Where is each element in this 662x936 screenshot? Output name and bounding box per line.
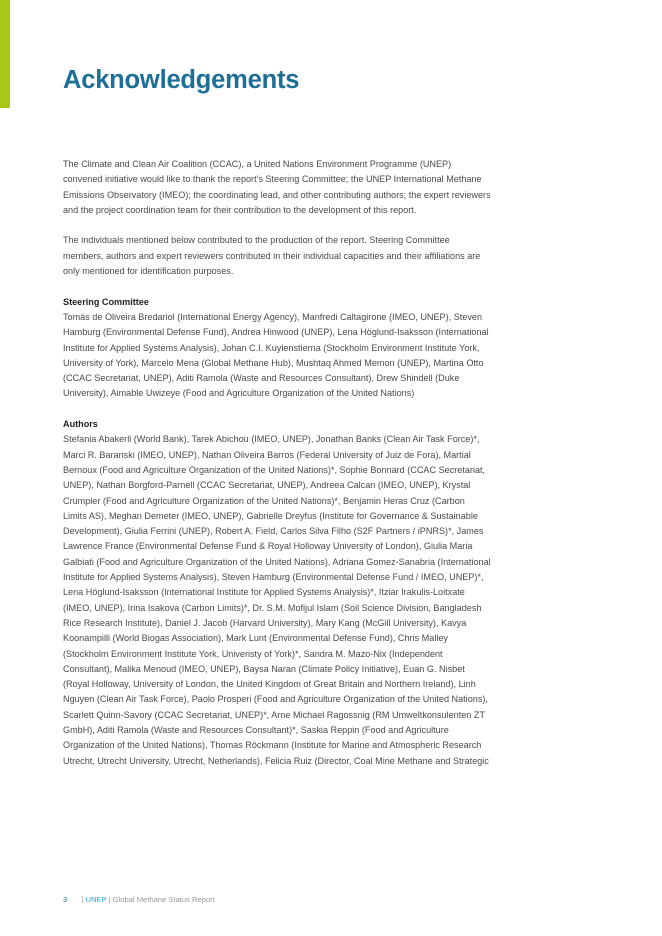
footer-org: UNEP xyxy=(85,895,107,904)
steering-committee-list: Tomás de Oliveira Bredariol (International Energy Agency), Manfredi Caltagirone (IMEO, UNEP), Steven Hamburg (Environmental Defense Fund), Andrea Hinwood (UNEP), Lena Höglund-Isaksson (International Institute for Applied Systems Analysis), Johan C.I. Kuylenstierna (Stockholm Environment Institute York, University of York), Marcelo Mena (Global Methane Hub), Mushtaq Ahmed Memon (UNEP), Martina Otto (CCAC Secretariat, UNEP), Aditi Ramola (Waste and Resources Consultant), Drew Shindell (Duke University), Aimable Uwizeye (Food and Agriculture Organization of the United Nations) xyxy=(63,311,489,399)
steering-committee-heading: Steering Committee xyxy=(63,296,149,307)
page-title: Acknowledgements xyxy=(63,66,300,94)
footer-separator: | xyxy=(81,895,84,904)
intro-paragraph-1: The Climate and Clean Air Coalition (CCAC), a United Nations Environment Programme (UNEP) convened initiative would like to thank the report's Steering Committee; the UNEP International Methane Emissions Observatory (IMEO); the coordinating lead, and other contributing authors; the expert reviewers and the project coordination team for their contribution to the development of this report. xyxy=(63,159,491,215)
footer-report-title: Global Methane Status Report xyxy=(112,895,215,904)
authors-heading: Authors xyxy=(63,419,98,430)
accent-bar xyxy=(0,0,10,108)
intro-paragraph-2: The individuals mentioned below contributed to the production of the report. Steering Committee members, authors and expert reviewers contributed in their individual capacities and their affiliations are only mentioned for identification purposes. xyxy=(63,235,481,277)
page-number: 3 xyxy=(63,895,68,904)
body-content xyxy=(63,157,491,784)
page-footer xyxy=(63,895,215,904)
footer-separator: | xyxy=(108,895,111,904)
authors-list: Stefania Abakerli (World Bank), Tarek Abichou (IMEO, UNEP), Jonathan Banks (Clean Air Task Force)*, Marci R. Baranski (IMEO, UNEP), Nathan Oliveira Barros (Federal University of Juiz de Fora), Martial Bernoux (Food and Agriculture Organization of the United Nations)*, Sophie Bonnard (CCAC Secretariat, UNEP), Nathan Borgford-Parnell (CCAC Secretariat, UNEP), Andreea Calcan (IMEO, UNEP), Krystal Crumpler (Food and Agriculture Organization of the United Nations)*, Benjamin Heras Cruz (Carbon Limits AS), Meghan Demeter (IMEO, UNEP), Gabrielle Dreyfus (Institute for Governance & Sustainable Development), Giulia Ferrini (UNEP), Robert A. Field, Carlos Silva Filho (S2F Partners / iPNRS)*, James Lawrence France (Environmental Defense Fund & Royal Holloway University of London), Giulia Maria Galbiati (Food and Agriculture Organization of the United Nations), Adriana Gomez-Sanabria (International Institute for Applied Systems Analysis), Steven Hamburg (Environmental Defense Fund / IMEO, UNEP)*, Lena Höglund-Isaksson (International Institute for Applied Systems Analysis)*, Itziar Irakulis-Loitxate (IMEO, UNEP), Irina Isakova (Carbon Limits)*, Dr. S.M. Mofijul Islam (Soil Science Division, Bangladesh Rice Research Institute), Daniel J. Jacob (Harvard University), Mary Kang (McGill University), Kavya Koonampilli (World Biogas Association), Mark Lunt (Environmental Defense Fund), Chris Malley (Stockholm Environment Institute York, Univeristy of York)*, Sandra M. Mazo-Nix (Independent Consultant), Malika Menoud (IMEO, UNEP), Baysa Naran (Climate Policy Initiative), Euan G. Nisbet (Royal Holloway, University of London, the United Kingdom of Great Britain and Northern Ireland), Linh Nguyen (Clean Air Task Force), Paolo Prosperi (Food and Agriculture Organization of the United Nations), Scarlett Quinn-Savory (CCAC Secretariat, UNEP)*, Arne Michael Ragossnig (RM Umweltkonsulenten ZT GmbH), Aditi Ramola (Waste and Resources Consultant)*, Saskia Reppin (Food and Agriculture Organization of the United Nations), Thomas Röckmann (Institute for Marine and Atmospheric Research Utrecht, Utrecht University, Utrecht, Netherlands), Felicia Ruiz (Director, Coal Mine Methane and Strategic xyxy=(63,434,491,766)
